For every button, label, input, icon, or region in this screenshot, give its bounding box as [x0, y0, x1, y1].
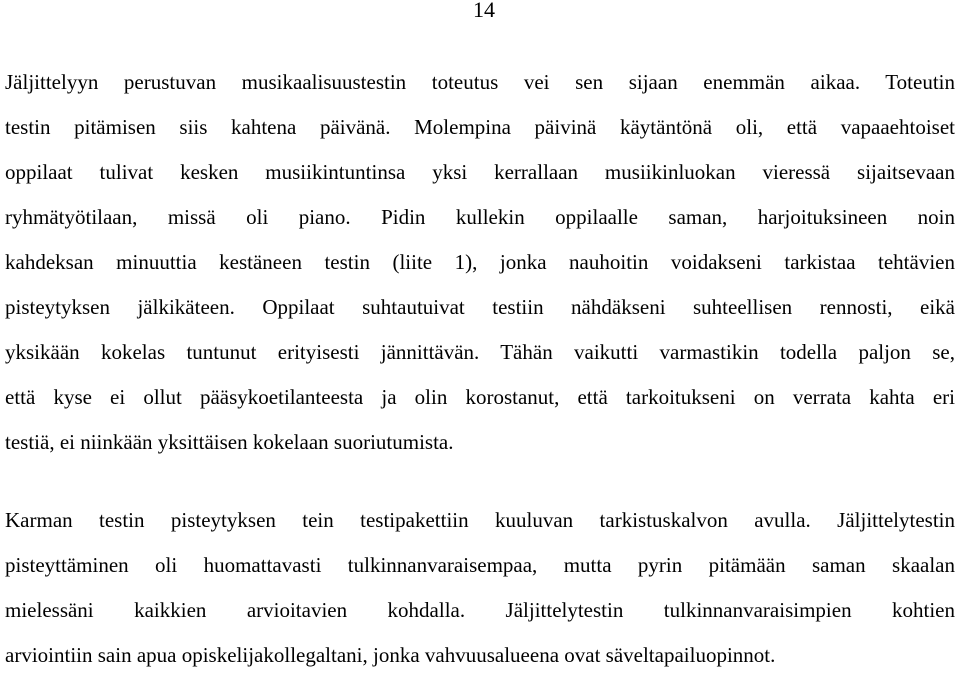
- paragraph-line: kahdeksan minuuttia kestäneen testin (liite 1), jonka nauhoitin voidakseni tarkistaa tehtävien: [5, 250, 955, 274]
- body-paragraph-1: [5, 60, 955, 465]
- paragraph-line: pisteytyksen jälkikäteen. Oppilaat suhtautuivat testiin nähdäkseni suhteellisen rennosti, eikä: [5, 295, 955, 319]
- paragraph-line: pisteyttäminen oli huomattavasti tulkinnanvaraisempaa, mutta pyrin pitämään saman skaalan: [5, 553, 955, 577]
- paragraph-line: että kyse ei ollut pääsykoetilanteesta ja olin korostanut, että tarkoitukseni on verrata kahta eri: [5, 385, 955, 409]
- paragraph-line: oppilaat tulivat kesken musiikintuntinsa yksi kerrallaan musiikinluokan vieressä sijaitsevaan: [5, 160, 955, 184]
- paragraph-line: yksikään kokelas tuntunut erityisesti jännittävän. Tähän vaikutti varmastikin todella paljon se,: [5, 340, 955, 364]
- page-number: 14: [473, 0, 495, 22]
- paragraph-line: Karman testin pisteytyksen tein testipakettiin kuuluvan tarkistuskalvon avulla. Jäljittelytestin: [5, 508, 955, 532]
- body-paragraph-2: [5, 498, 955, 678]
- paragraph-line: mielessäni kaikkien arvioitavien kohdalla. Jäljittelytestin tulkinnanvaraisimpien kohtien: [5, 598, 955, 622]
- paragraph-line: testin pitämisen siis kahtena päivänä. Molempina päivinä käytäntönä oli, että vapaaehtoiset: [5, 115, 955, 139]
- paragraph-line: arviointiin sain apua opiskelijakollegaltani, jonka vahvuusalueena ovat säveltapailuopinnot.: [5, 643, 776, 667]
- paragraph-line: ryhmätyötilaan, missä oli piano. Pidin kullekin oppilaalle saman, harjoituksineen noin: [5, 205, 955, 229]
- paragraph-line: testiä, ei niinkään yksittäisen kokelaan suoriutumista.: [5, 430, 454, 454]
- paragraph-line: Jäljittelyyn perustuvan musikaalisuustestin toteutus vei sen sijaan enemmän aikaa. Toteutin: [5, 70, 955, 94]
